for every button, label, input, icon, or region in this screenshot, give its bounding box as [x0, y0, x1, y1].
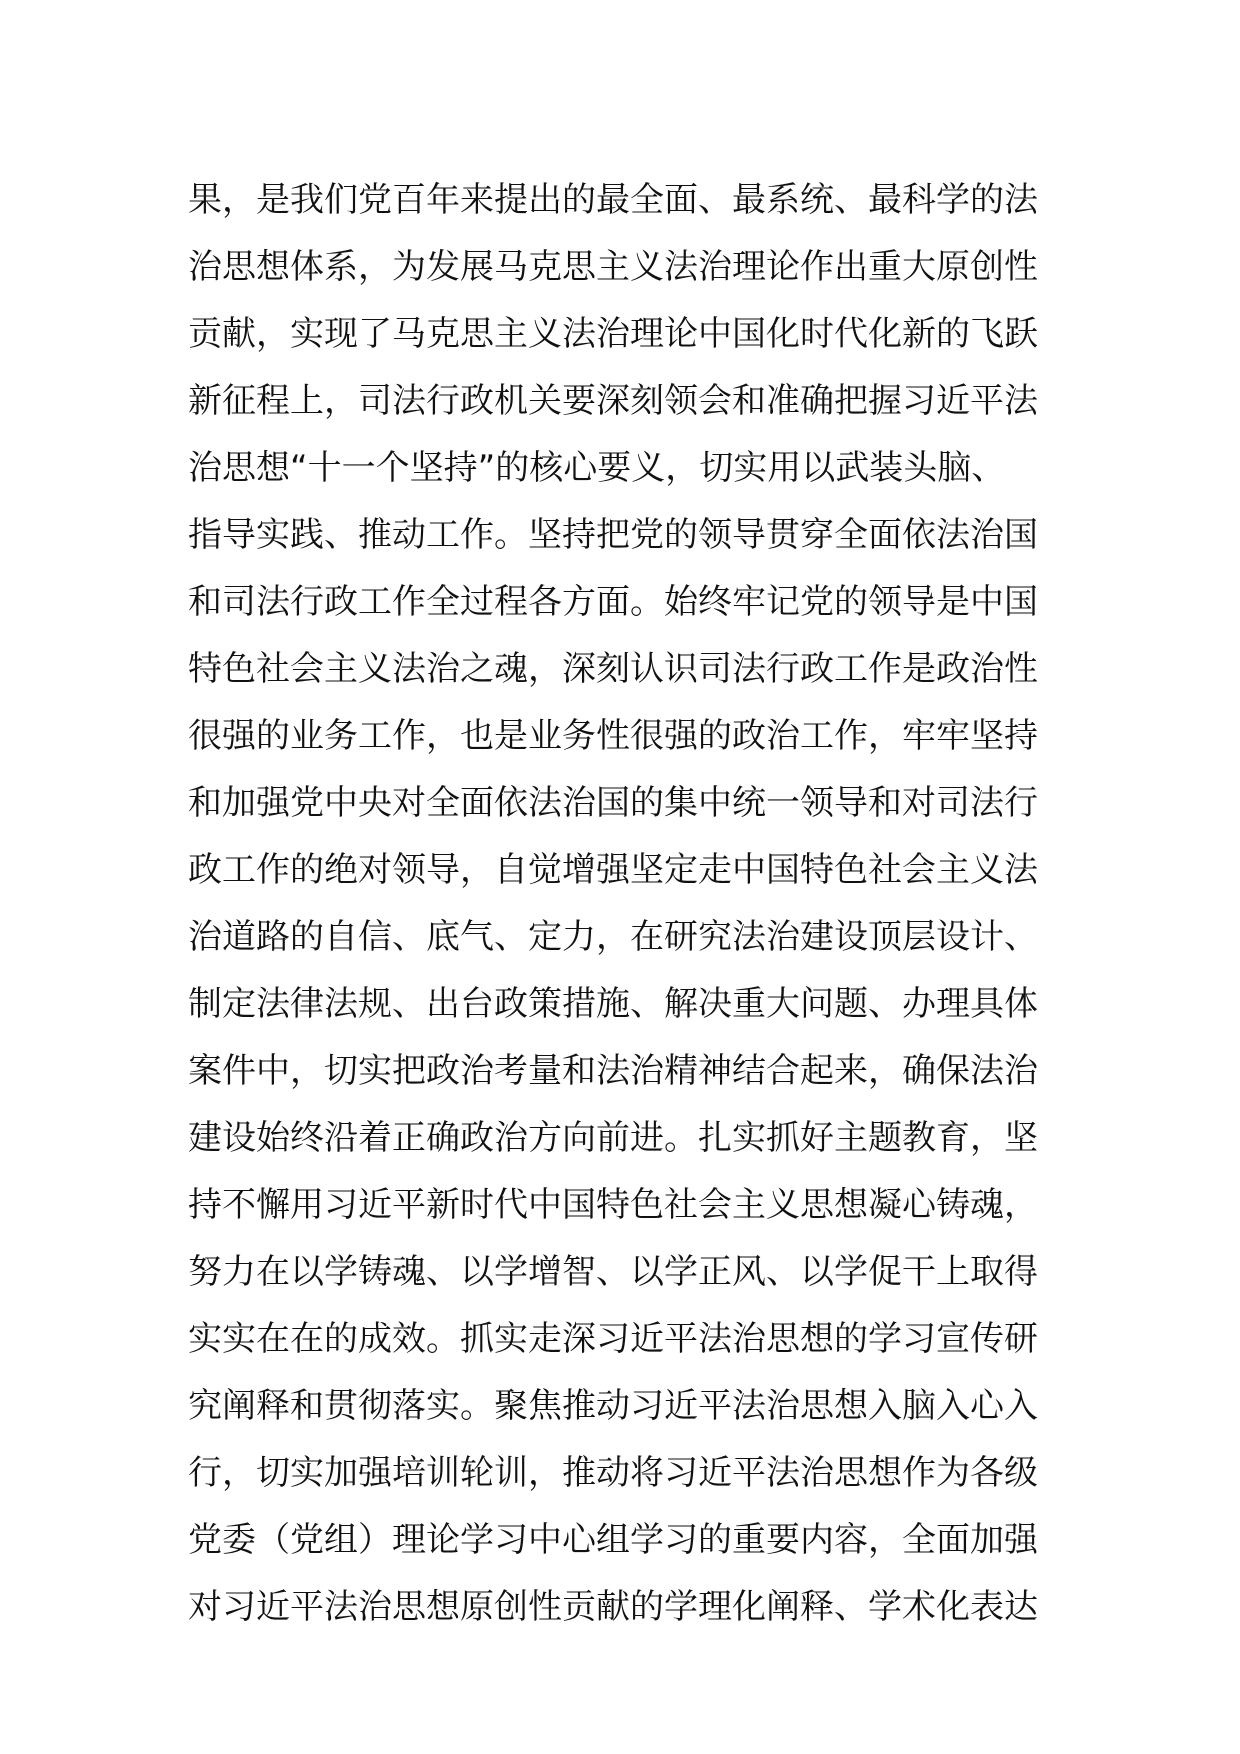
text-line-22: 对习近平法治思想原创性贡献的学理化阐释、学术化表达	[188, 1587, 1038, 1627]
text-line-13: 制定法律法规、出台政策措施、解决重大问题、办理具体	[188, 984, 1038, 1024]
text-line-2: 治思想体系，为发展马克思主义法治理论作出重大原创性	[188, 247, 1038, 287]
text-line-1: 果，是我们党百年来提出的最全面、最系统、最科学的法	[188, 180, 1038, 220]
text-line-19: 究阐释和贯彻落实。聚焦推动习近平法治思想入脑入心入	[188, 1386, 1038, 1426]
text-line-10: 和加强党中央对全面依法治国的集中统一领导和对司法行	[188, 783, 1038, 823]
text-line-15: 建设始终沿着正确政治方向前进。扎实抓好主题教育，坚	[188, 1118, 1038, 1158]
text-line-4: 新征程上，司法行政机关要深刻领会和准确把握习近平法	[188, 381, 1038, 421]
text-line-20: 行，切实加强培训轮训，推动将习近平法治思想作为各级	[188, 1453, 1038, 1493]
text-line-21: 党委（党组）理论学习中心组学习的重要内容，全面加强	[188, 1520, 1038, 1560]
text-line-3: 贡献，实现了马克思主义法治理论中国化时代化新的飞跃	[188, 314, 1038, 354]
text-line-5: 治思想“十一个坚持”的核心要义，切实用以武装头脑、	[188, 448, 1006, 488]
text-line-16: 持不懈用习近平新时代中国特色社会主义思想凝心铸魂，	[188, 1185, 1038, 1225]
text-line-14: 案件中，切实把政治考量和法治精神结合起来，确保法治	[188, 1051, 1038, 1091]
text-line-11: 政工作的绝对领导，自觉增强坚定走中国特色社会主义法	[188, 850, 1038, 890]
text-line-7: 和司法行政工作全过程各方面。始终牢记党的领导是中国	[188, 582, 1038, 622]
text-line-17: 努力在以学铸魂、以学增智、以学正风、以学促干上取得	[188, 1252, 1038, 1292]
text-line-8: 特色社会主义法治之魂，深刻认识司法行政工作是政治性	[188, 649, 1038, 689]
text-line-9: 很强的业务工作，也是业务性很强的政治工作，牢牢坚持	[188, 716, 1038, 756]
text-line-12: 治道路的自信、底气、定力，在研究法治建设顶层设计、	[188, 917, 1038, 957]
body-paragraph	[188, 167, 1068, 1641]
text-line-18: 实实在在的成效。抓实走深习近平法治思想的学习宣传研	[188, 1319, 1038, 1359]
text-line-6: 指导实践、推动工作。坚持把党的领导贯穿全面依法治国	[188, 515, 1038, 555]
